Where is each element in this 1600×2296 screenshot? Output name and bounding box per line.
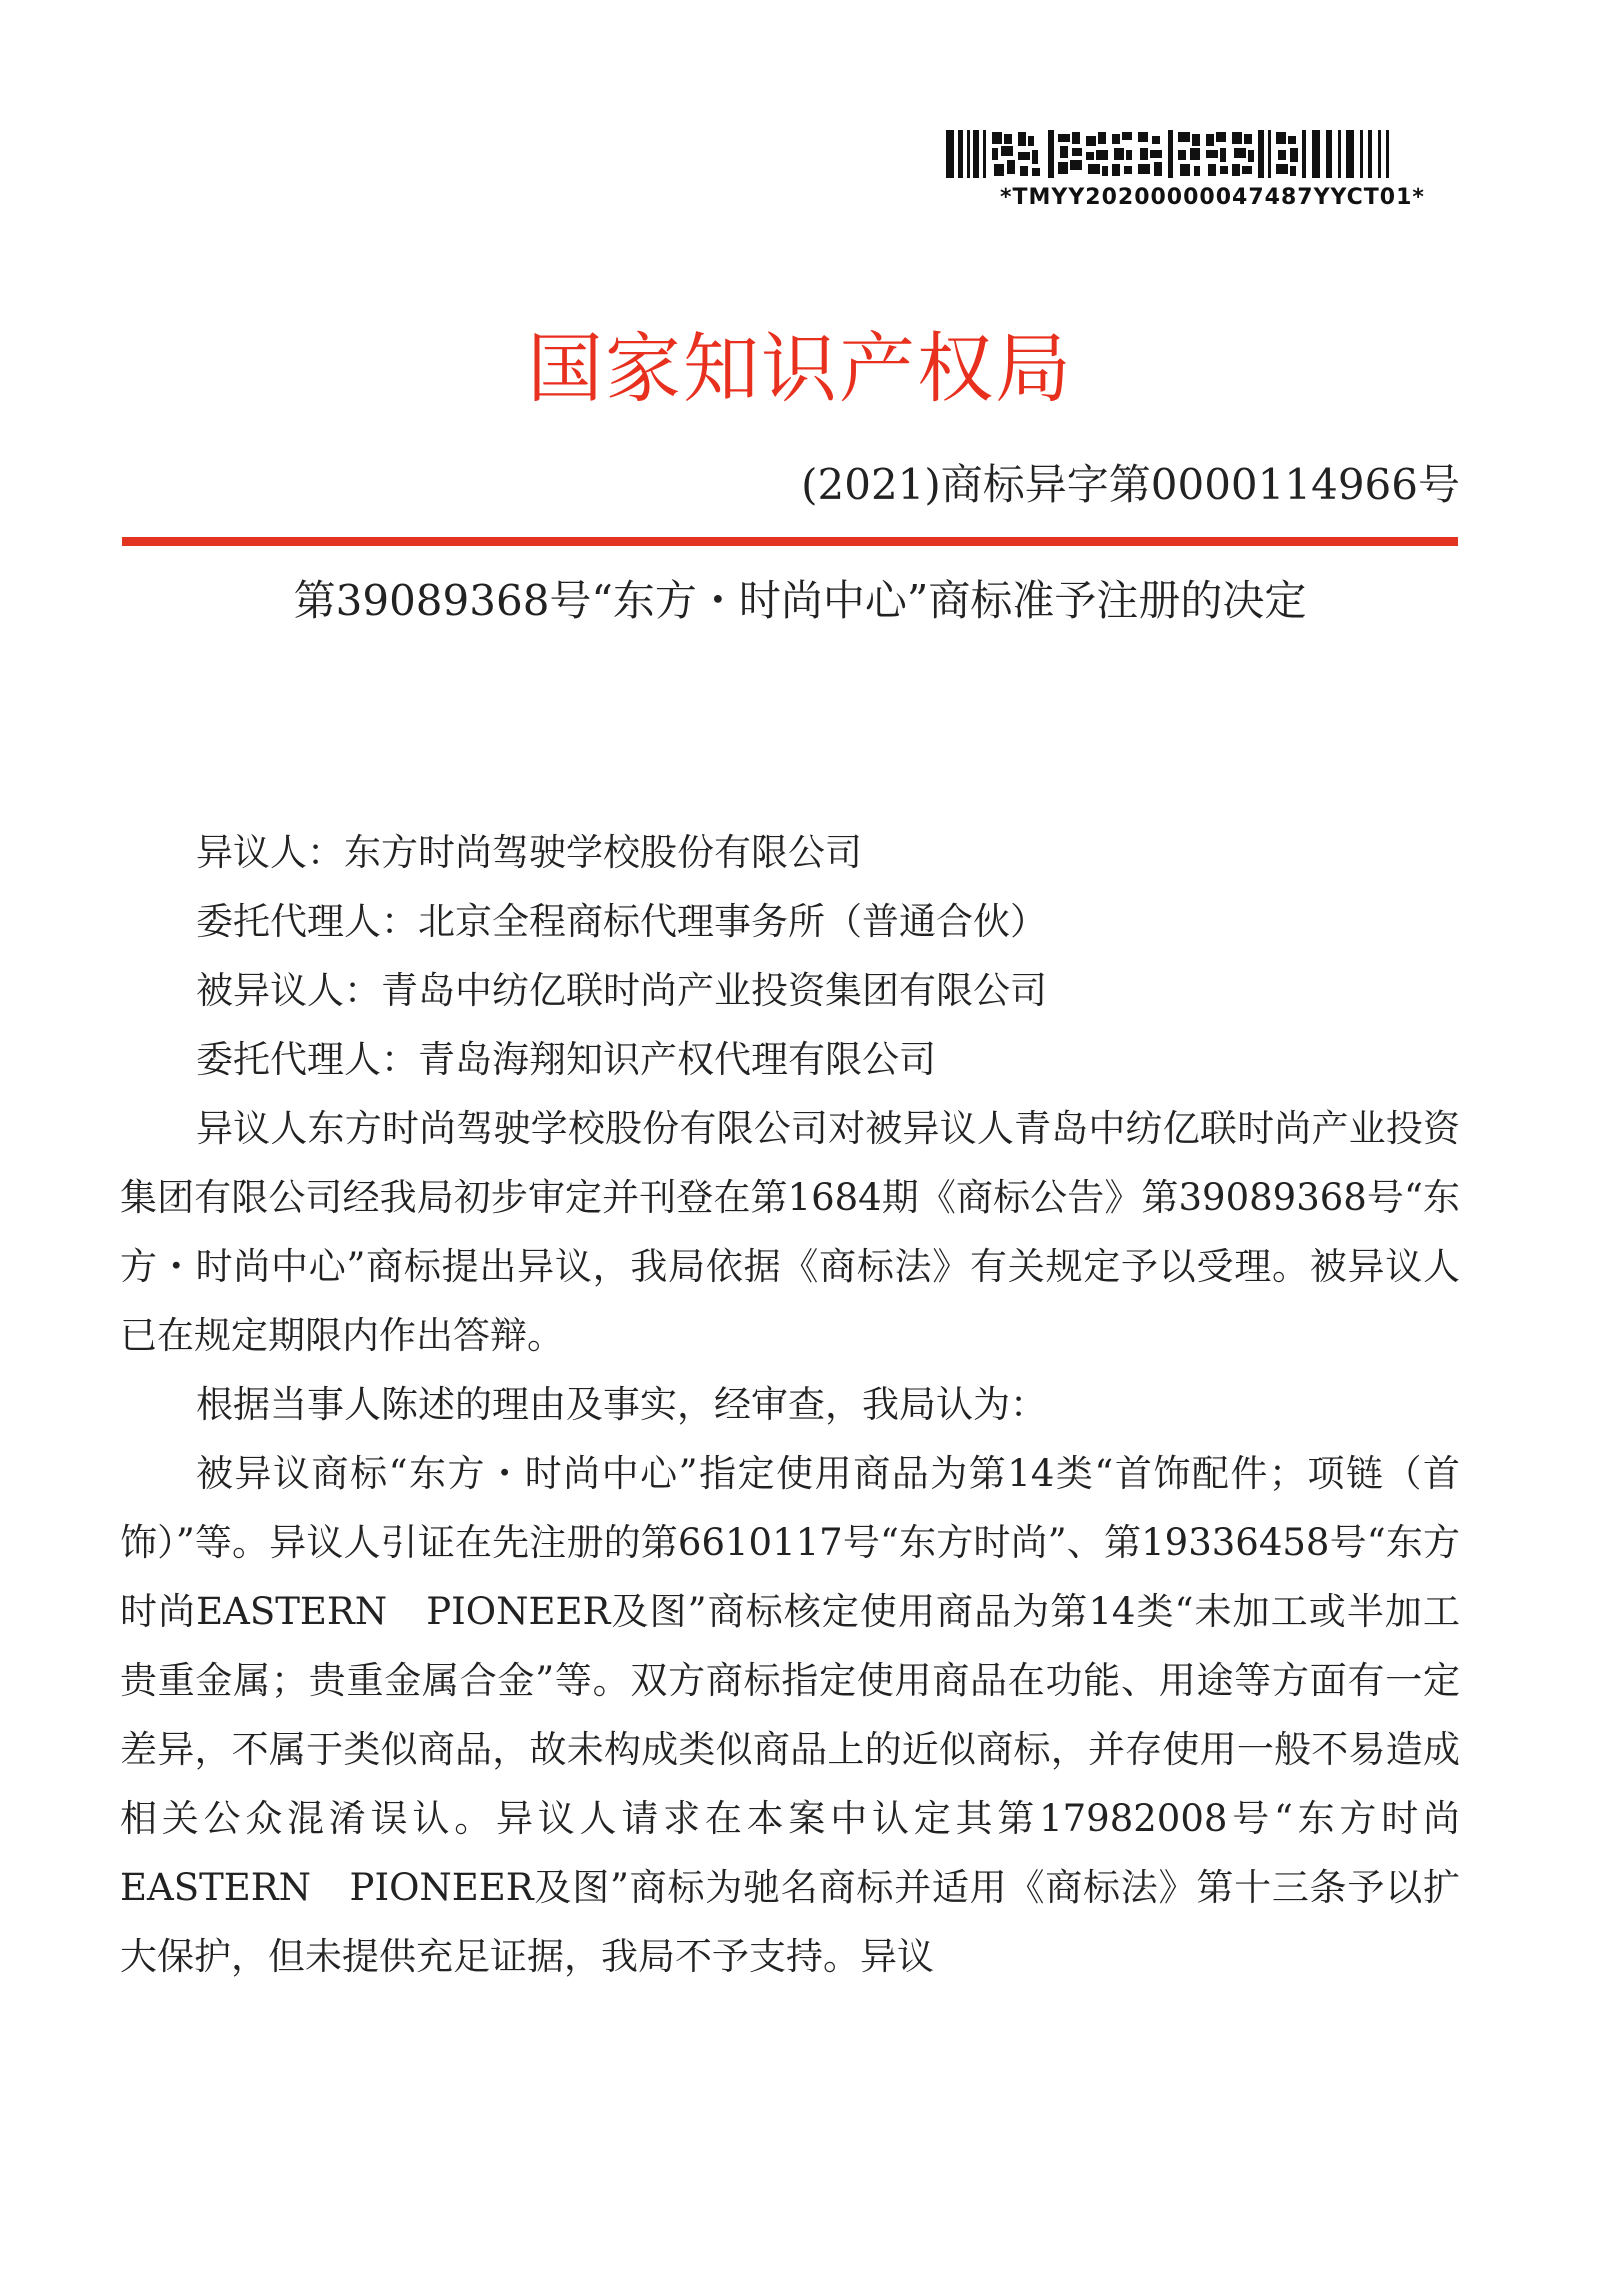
document-body [120,818,1460,1991]
body-paragraph: 根据当事人陈述的理由及事实，经审查，我局认为： [196,1383,1047,1426]
barcode [946,130,1406,178]
document-number: (2021)商标异字第0000114966号 [801,460,1460,509]
respondent-line: 被异议人：青岛中纺亿联时尚产业投资集团有限公司 [196,969,1047,1012]
barcode-graphic [946,130,1406,178]
decision-title: 第39089368号“东方・时尚中心”商标准予注册的决定 [293,576,1307,625]
barcode-number: *TMYY20200000047487YYCT01* [1000,185,1425,210]
respondent-agent-line: 委托代理人：青岛海翔知识产权代理有限公司 [196,1038,936,1081]
opponent-agent-line: 委托代理人：北京全程商标代理事务所（普通合伙） [196,900,1047,943]
body-paragraph: 异议人东方时尚驾驶学校股份有限公司对被异议人青岛中纺亿联时尚产业投资集团有限公司经我局初步审定并刊登在第1684期《商标公告》第39089368号“东方・时尚中心”商标提出异议，我局依据《商标法》有关规定予以受理。被异议人已在规定期限内作出答辩。 [120,1107,1460,1357]
header-divider [122,537,1458,546]
opponent-line: 异议人：东方时尚驾驶学校股份有限公司 [196,831,862,874]
body-paragraph: 被异议商标“东方・时尚中心”指定使用商品为第14类“首饰配件；项链（首饰）”等。异议人引证在先注册的第6610117号“东方时尚”、第19336458号“东方时尚EASTERN PIONEER及图”商标核定使用商品为第14类“未加工或半加工贵重金属；贵重金属合金”等。双方商标指定使用商品在功能、用途等方面有一定差异，不属于类似商品，故未构成类似商品上的近似商标，并存使用一般不易造成相关公众混淆误认。异议人请求在本案中认定其第17982008号“东方时尚EASTERN PIONEER及图”商标为驰名商标并适用《商标法》第十三条予以扩大保护，但未提供充足证据，我局不予支持。异议 [120,1452,1460,1978]
agency-title: 国家知识产权局 [527,324,1073,413]
